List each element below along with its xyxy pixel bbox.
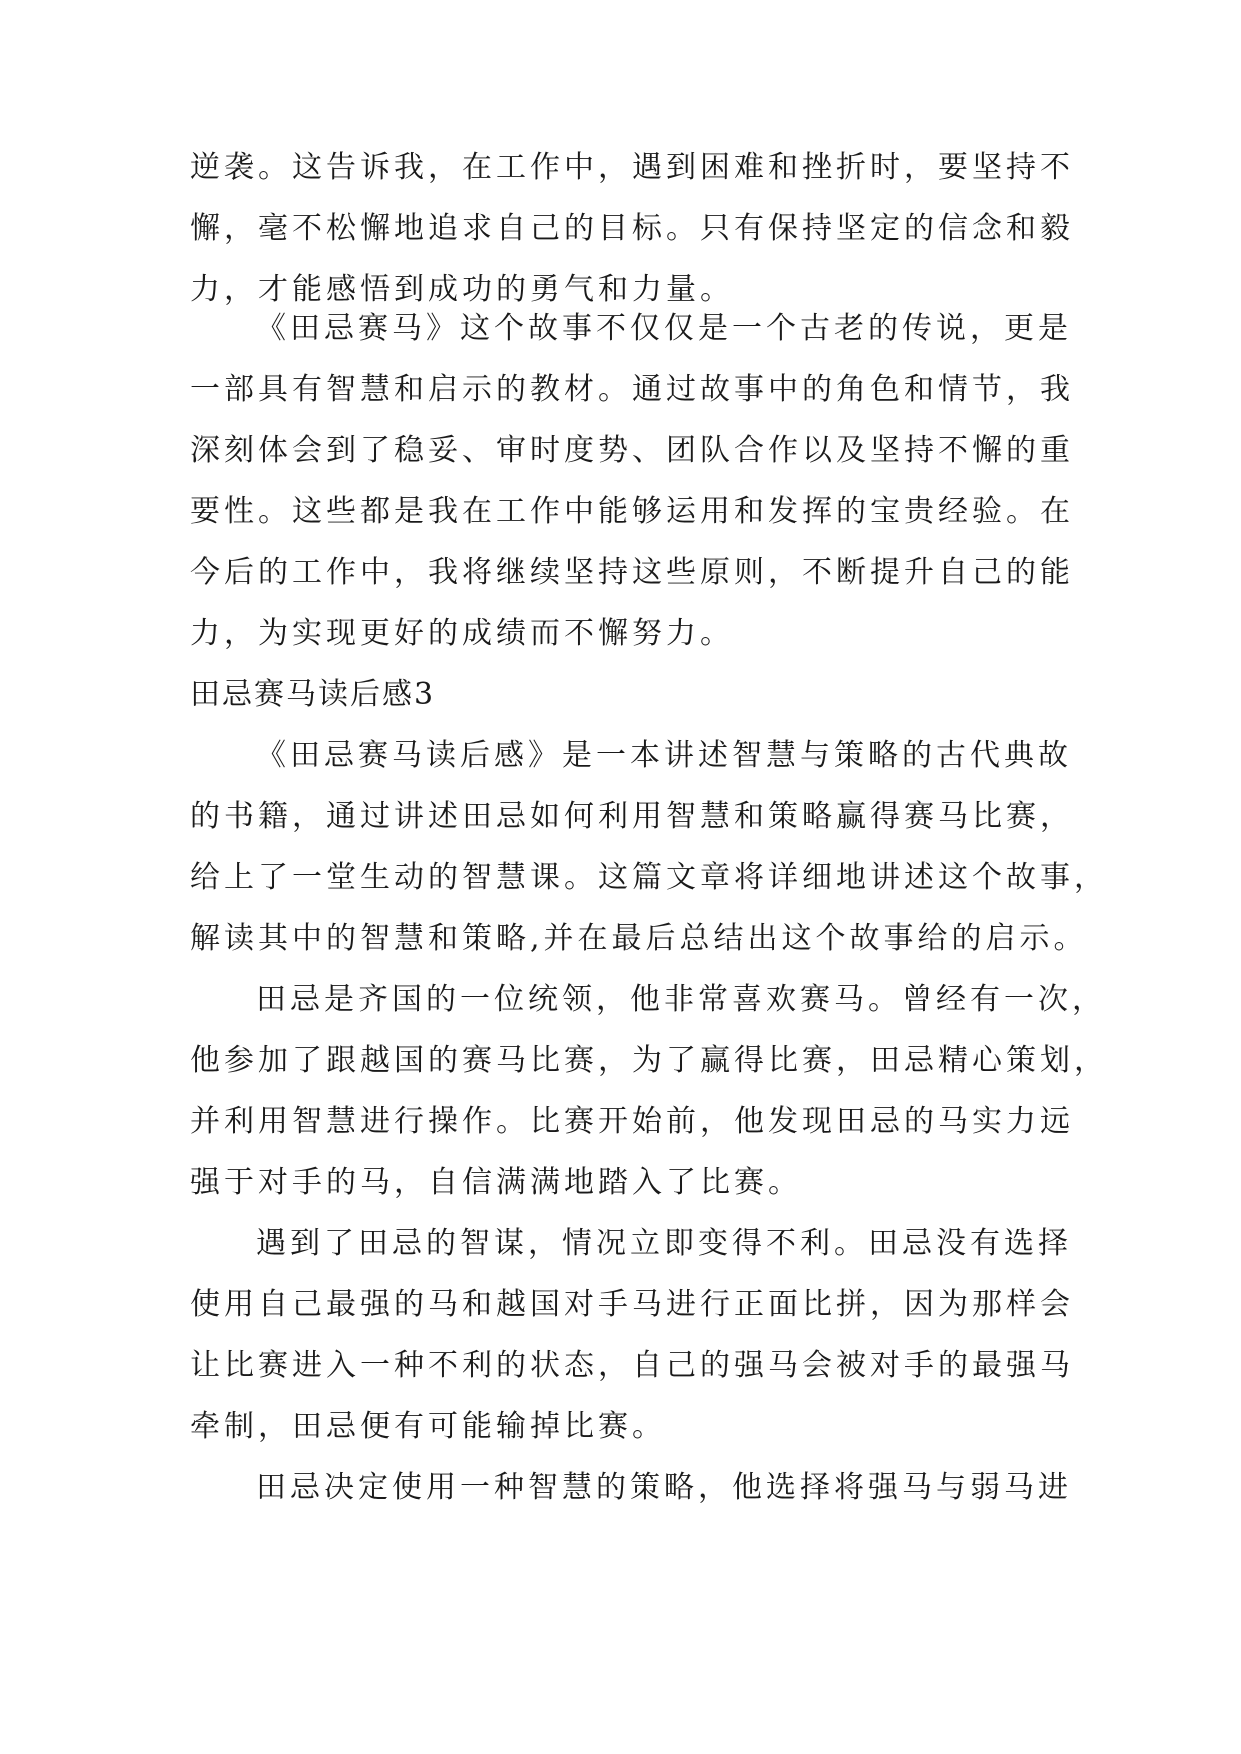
- paragraph-intro: [190, 725, 1108, 969]
- paragraph-strategy: [190, 1213, 1074, 1457]
- paragraph-line: 使用自己最强的马和越国对手马进行正面比拼，因为那样会: [190, 1287, 1074, 1322]
- section-heading-block: [190, 664, 1070, 725]
- paragraph-line: 今后的工作中，我将继续坚持这些原则，不断提升自己的能: [190, 555, 1074, 590]
- paragraph-line: 懈，毫不松懈地追求自己的目标。只有保持坚定的信念和毅: [190, 211, 1074, 246]
- paragraph-line: 牵制，田忌便有可能输掉比赛。: [190, 1409, 666, 1444]
- section-heading: 田忌赛马读后感3: [190, 677, 436, 712]
- paragraph-line: 的书籍，通过讲述田忌如何利用智慧和策略赢得赛马比赛，: [190, 799, 1074, 834]
- paragraph-line: 力，才能感悟到成功的勇气和力量。: [190, 272, 734, 307]
- paragraph-decision: [190, 1457, 1070, 1518]
- paragraph-line: 遇到了田忌的智谋，情况立即变得不利。田忌没有选择: [256, 1226, 1072, 1261]
- paragraph-line: 强于对手的马，自信满满地踏入了比赛。: [190, 1165, 802, 1200]
- paragraph-line: 让比赛进入一种不利的状态，自己的强马会被对手的最强马: [190, 1348, 1074, 1383]
- paragraph-line: 给上了一堂生动的智慧课。这篇文章将详细地讲述这个故事，: [190, 860, 1108, 895]
- paragraph-line: 他参加了跟越国的赛马比赛，为了赢得比赛，田忌精心策划，: [190, 1043, 1108, 1078]
- paragraph-conclusion: [190, 298, 1074, 664]
- paragraph-continuation: [190, 137, 1074, 320]
- paragraph-line: 一部具有智慧和启示的教材。通过故事中的角色和情节，我: [190, 372, 1074, 407]
- paragraph-line: 深刻体会到了稳妥、审时度势、团队合作以及坚持不懈的重: [190, 433, 1074, 468]
- paragraph-line: 田忌是齐国的一位统领，他非常喜欢赛马。曾经有一次，: [256, 982, 1106, 1017]
- paragraph-line: 要性。这些都是我在工作中能够运用和发挥的宝贵经验。在: [190, 494, 1074, 529]
- paragraph-line: 并利用智慧进行操作。比赛开始前，他发现田忌的马实力远: [190, 1104, 1074, 1139]
- paragraph-line: 《田忌赛马》这个故事不仅仅是一个古老的传说，更是: [256, 311, 1072, 346]
- paragraph-line: 逆袭。这告诉我，在工作中，遇到困难和挫折时，要坚持不: [190, 150, 1074, 185]
- paragraph-line: 《田忌赛马读后感》是一本讲述智慧与策略的古代典故: [256, 738, 1072, 773]
- paragraph-line: 力，为实现更好的成绩而不懈努力。: [190, 616, 734, 651]
- paragraph-story: [190, 969, 1108, 1213]
- paragraph-line: 田忌决定使用一种智慧的策略，他选择将强马与弱马进: [256, 1470, 1072, 1505]
- paragraph-line: 解读其中的智慧和策略,并在最后总结出这个故事给的启示。: [190, 921, 1088, 956]
